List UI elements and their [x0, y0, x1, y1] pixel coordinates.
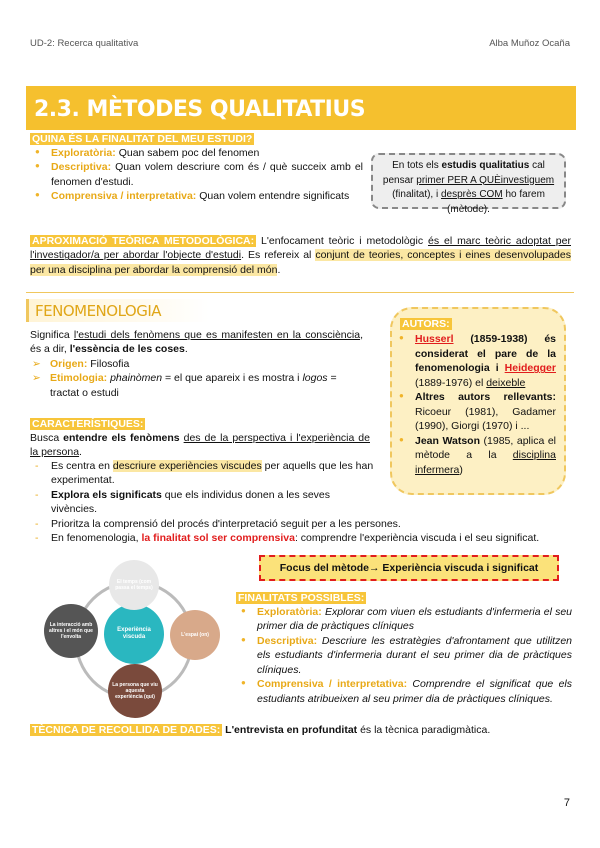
autors-box [390, 307, 566, 495]
caracteristiques-list-a [30, 459, 375, 517]
list-item: - Explora els significats que els individus donen a les seves vivències. [30, 488, 375, 517]
focus-box [259, 555, 559, 581]
diagram-node-right: L'espai (on) [170, 610, 220, 660]
list-item: ● Descriptiva: Quan volem descriure com és / què succeix amb el fenomen d'estudi. [30, 160, 363, 189]
list-item: ● Exploratòria: Explorar com viuen els estudiants d'infermeria el seu primer dia de pràctiques clíniques [236, 605, 572, 634]
divider [26, 292, 574, 293]
caracteristiques-heading: CARACTERÍSTIQUES: [32, 418, 144, 430]
list-item: ● Comprensiva / interpretativa: Quan volem entendre significats [30, 189, 363, 203]
section-tab-fenomenologia [26, 299, 209, 322]
finalitat-heading: QUINA ÉS LA FINALITAT DEL MEU ESTUDI? [32, 133, 253, 145]
note-box: En tots els estudis qualitatius cal pensar primer PER A QUÈinvestiguem (finalitat), i desprès COM ho farem (mètode). [371, 153, 566, 209]
title-bar [26, 86, 576, 130]
diagram-center: Experiència viscuda [104, 604, 164, 664]
list-item: - Es centra en descriure experiències viscudes per aquells que les han experimentat. [30, 459, 375, 488]
list-item: ● Exploratòria: Quan sabem poc del fenomen [30, 146, 363, 160]
aproximacio-paragraph: APROXIMACIÓ TEÒRICA METODOLÒGICA: L'enfocament teòric i metodològic és el marc teòric adoptat per l'investigador/a per abordar l'objecte d'estudi. Es refereix al conjunt de teories, conceptes i eines desenvolupades per una disciplina per abordar la comprensió del món. [30, 235, 571, 276]
list-item: ● Altres autors rellevants: Ricoeur (1981), Gadamer (1990), Giorgi (1970) i ... [394, 390, 556, 433]
aproximacio-heading: APROXIMACIÓ TEÒRICA METODOLÒGICA: [32, 235, 255, 247]
caracteristiques-intro: Busca entendre els fenòmens des de la perspectiva i l'experiència de la persona. [30, 432, 370, 459]
fenomenologia-details [30, 357, 363, 400]
autors-heading: AUTORS: [402, 318, 450, 330]
finalitats-possibles-list [236, 605, 572, 706]
diagram-node-bottom: La persona que viu aquesta experiència (qui) [108, 664, 162, 718]
caracteristiques-list-b [30, 517, 575, 546]
tecnica-heading: TÈCNICA DE RECOLLIDA DE DADES: [32, 724, 221, 736]
page-title: 2.3. MÈTODES QUALITATIUS [34, 97, 366, 122]
header-left: UD-2: Recerca qualitativa [30, 38, 139, 49]
diagram-node-top: El temps (com passa el temps) [109, 560, 159, 610]
finalitats-possibles-heading: FINALITATS POSSIBLES: [238, 592, 365, 604]
list-item: ● Husserl (1859-1938) és considerat el pare de la fenomenologia i Heidegger (1889-1976) el deixeble [394, 332, 556, 390]
list-item: - Prioritza la comprensió del procés d'interpretació seguit per a les persones. [30, 517, 575, 531]
fenomenologia-definition: Significa l'estudi dels fenòmens que es manifesten en la consciència, és a dir, l'essència de les coses. [30, 329, 363, 356]
list-item: ● Descriptiva: Descriure les estratègies d'afrontament que utilitzen els estudiants d'infermeria durant el seu primer dia de pràctiques clíniques. [236, 634, 572, 677]
page-number: 7 [563, 797, 570, 809]
tecnica-paragraph: TÈCNICA DE RECOLLIDA DE DADES: L'entrevista en profunditat és la tècnica paradigmàtica. [32, 724, 491, 736]
list-item: ● Comprensiva / interpretativa: Comprendre el significat que els estudiants atribueixen al seu primer dia de pràctiques clíniques. [236, 677, 572, 706]
caracteristiques-heading-wrap [30, 417, 145, 431]
list-item: ● Jean Watson (1985, aplica el mètode a la disciplina infermera) [394, 434, 556, 477]
finalitats-possibles-heading-wrap [236, 591, 366, 605]
focus-label: Focus del mètode→ Experiència viscuda i significat [279, 562, 539, 574]
header-right: Alba Muñoz Ocaña [489, 38, 570, 49]
diagram-node-left: La interacció amb altres i el món que l'envolta [44, 604, 98, 658]
list-item: - En fenomenologia, la finalitat sol ser comprensiva: comprendre l'experiència viscuda i el seu significat. [30, 531, 575, 545]
finalitat-list [30, 146, 363, 204]
section-heading: FENOMENOLOGIA [35, 302, 162, 320]
experience-diagram [36, 560, 232, 720]
list-item: ➢ Etimologia: phainòmen = el que apareix i es mostra i logos = tractat o estudi [30, 371, 363, 400]
list-item: ➢ Origen: Filosofia [30, 357, 363, 371]
finalitat-heading-wrap [30, 132, 254, 146]
